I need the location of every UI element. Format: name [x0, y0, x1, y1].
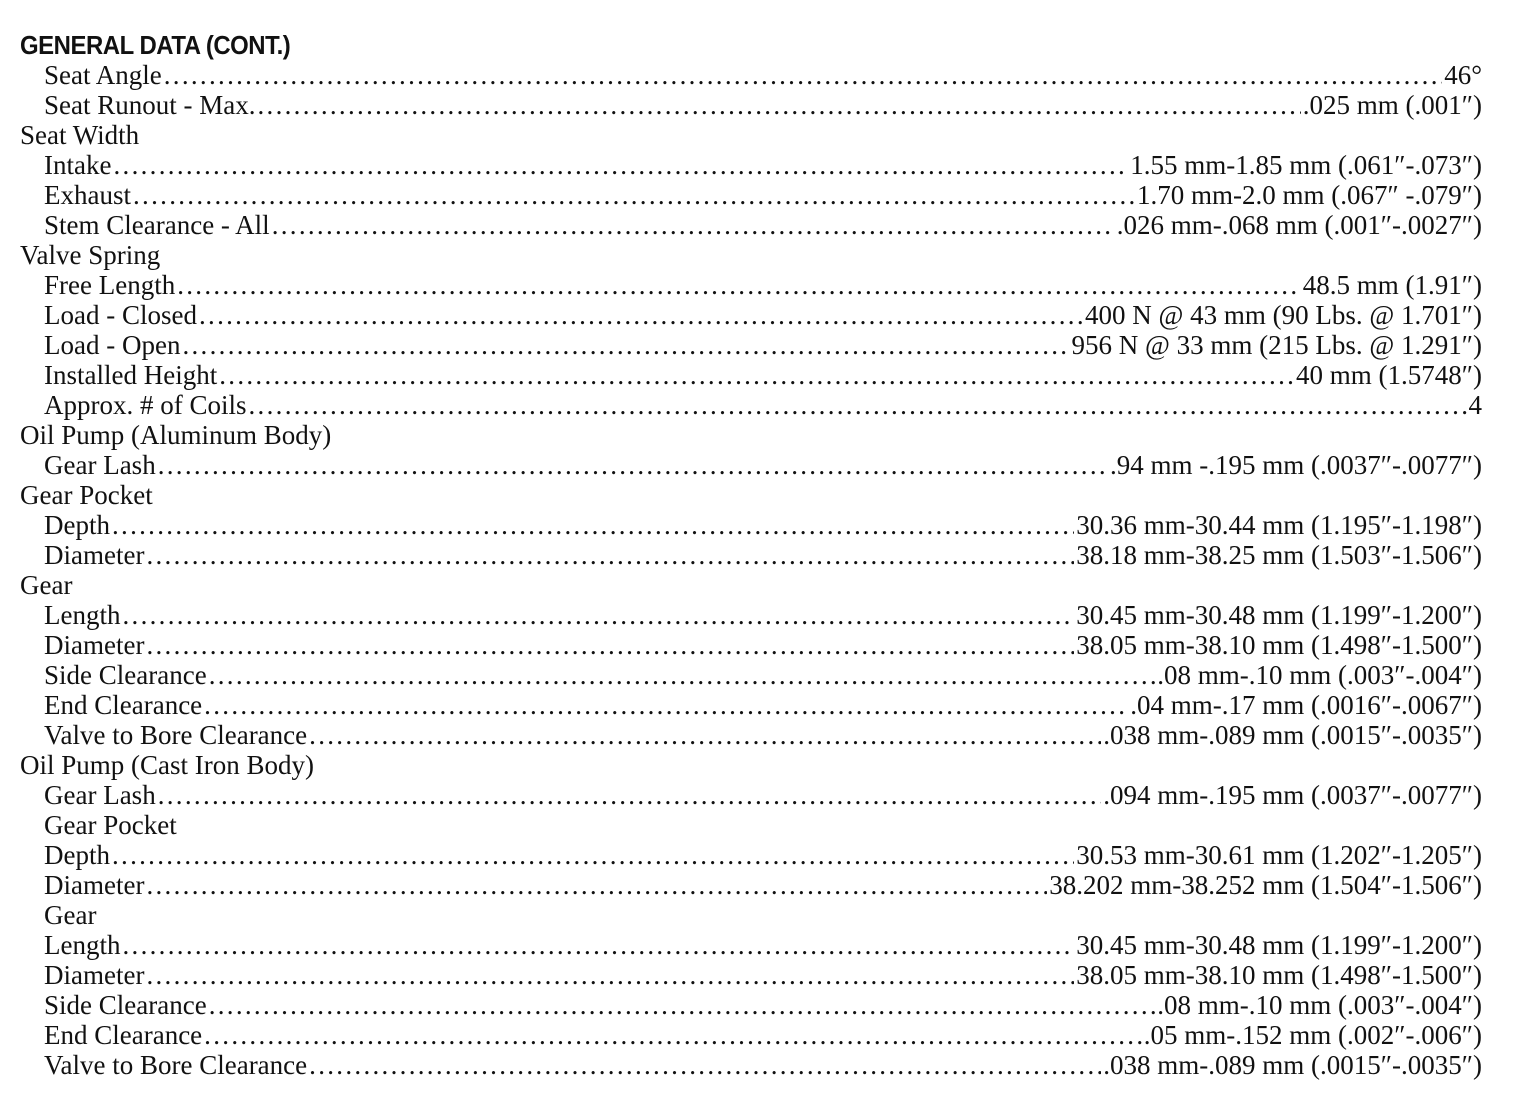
spec-value: .026 mm-.068 mm (.001″-.0027″) [1116, 210, 1482, 240]
dot-leader [122, 600, 1074, 630]
spec-row [20, 780, 1482, 810]
spec-value: 30.45 mm-30.48 mm (1.199″-1.200″) [1076, 930, 1482, 960]
spec-row [20, 180, 1482, 210]
spec-label: Gear [44, 900, 97, 930]
spec-group-heading [20, 810, 1482, 840]
spec-label: End Clearance [44, 1020, 203, 1050]
spec-group-heading [20, 420, 1482, 450]
spec-value: .05 mm-.152 mm (.002″-.006″) [1143, 1020, 1482, 1050]
spec-value: 38.05 mm-38.10 mm (1.498″-1.500″) [1076, 960, 1482, 990]
spec-value: 30.36 mm-30.44 mm (1.195″-1.198″) [1076, 510, 1482, 540]
spec-group-heading [20, 480, 1482, 510]
dot-leader [257, 90, 1300, 120]
spec-row [20, 540, 1482, 570]
spec-label: Load - Closed [44, 300, 197, 330]
spec-value: .08 mm-.10 mm (.003″-.004″) [1157, 660, 1482, 690]
spec-group-heading [20, 120, 1482, 150]
spec-value: 38.202 mm-38.252 mm (1.504″-1.506″) [1049, 870, 1482, 900]
spec-label: Diameter [44, 630, 145, 660]
spec-value: 1.70 mm-2.0 mm (.067″ -.079″) [1137, 180, 1482, 210]
dot-leader [122, 930, 1074, 960]
spec-row [20, 600, 1482, 630]
spec-label: Gear Pocket [44, 810, 177, 840]
spec-label: Stem Clearance - All [44, 210, 270, 240]
spec-label: Gear [20, 570, 73, 600]
spec-label: Gear Lash [44, 450, 156, 480]
spec-row [20, 690, 1482, 720]
dot-leader [209, 990, 1156, 1020]
spec-row [20, 510, 1482, 540]
spec-value: .038 mm-.089 mm (.0015″-.0035″) [1103, 720, 1482, 750]
section-heading: GENERAL DATA (CONT.) [20, 30, 291, 60]
spec-label: Depth [44, 510, 110, 540]
spec-row [20, 150, 1482, 180]
dot-leader [182, 330, 1069, 360]
dot-leader [164, 60, 1442, 90]
spec-row [20, 660, 1482, 690]
spec-group-heading [20, 900, 1482, 930]
dot-leader [209, 660, 1156, 690]
spec-group-heading [20, 750, 1482, 780]
spec-row [20, 1050, 1482, 1080]
spec-row [20, 960, 1482, 990]
spec-label: Valve Spring [20, 240, 161, 270]
spec-label: Seat Width [20, 120, 140, 150]
spec-value: .025 mm (.001″) [1302, 90, 1482, 120]
dot-leader [146, 540, 1074, 570]
spec-row [20, 60, 1482, 90]
spec-value: 46° [1444, 60, 1482, 90]
spec-row [20, 450, 1482, 480]
spec-group-heading [20, 240, 1482, 270]
spec-label: Free Length [44, 270, 176, 300]
spec-label: Seat Angle [44, 60, 162, 90]
spec-row [20, 90, 1482, 120]
dot-leader [177, 270, 1301, 300]
spec-value: 30.53 mm-30.61 mm (1.202″-1.205″) [1076, 840, 1482, 870]
spec-row [20, 840, 1482, 870]
spec-label: Side Clearance [44, 990, 207, 1020]
spec-value: 956 N @ 33 mm (215 Lbs. @ 1.291″) [1071, 330, 1482, 360]
spec-label: End Clearance [44, 690, 203, 720]
dot-leader [309, 720, 1101, 750]
spec-row [20, 870, 1482, 900]
spec-row [20, 210, 1482, 240]
spec-label: Installed Height [44, 360, 218, 390]
spec-value: 30.45 mm-30.48 mm (1.199″-1.200″) [1076, 600, 1482, 630]
dot-leader [309, 1050, 1101, 1080]
spec-label: Approx. # of Coils [44, 390, 247, 420]
spec-label: Length [44, 930, 121, 960]
spec-value: 48.5 mm (1.91″) [1302, 270, 1482, 300]
spec-row [20, 360, 1482, 390]
dot-leader [204, 690, 1128, 720]
spec-list [20, 60, 1482, 1080]
spec-label: Diameter [44, 540, 145, 570]
spec-value: .038 mm-.089 mm (.0015″-.0035″) [1103, 1050, 1482, 1080]
spec-label: Length [44, 600, 121, 630]
dot-leader [146, 870, 1047, 900]
spec-row [20, 330, 1482, 360]
dot-leader [146, 630, 1074, 660]
spec-label: Oil Pump (Cast Iron Body) [20, 750, 314, 780]
spec-label: Depth [44, 840, 110, 870]
spec-row [20, 300, 1482, 330]
spec-label: Gear Pocket [20, 480, 153, 510]
dot-leader [199, 300, 1083, 330]
spec-row [20, 630, 1482, 660]
spec-label: Valve to Bore Clearance [44, 1050, 308, 1080]
spec-label: Load - Open [44, 330, 181, 360]
dot-leader [146, 960, 1074, 990]
spec-label: Diameter [44, 960, 145, 990]
spec-row [20, 990, 1482, 1020]
spec-row [20, 930, 1482, 960]
dot-leader [249, 390, 1467, 420]
dot-leader [272, 210, 1115, 240]
dot-leader [113, 150, 1128, 180]
dot-leader [158, 780, 1102, 810]
spec-value: 1.55 mm-1.85 mm (.061″-.073″) [1130, 150, 1482, 180]
dot-leader [219, 360, 1294, 390]
spec-value: .94 mm -.195 mm (.0037″-.0077″) [1110, 450, 1482, 480]
spec-group-heading [20, 570, 1482, 600]
spec-label: Gear Lash [44, 780, 156, 810]
dot-leader [133, 180, 1135, 210]
spec-value: 400 N @ 43 mm (90 Lbs. @ 1.701″) [1085, 300, 1482, 330]
spec-value: .04 mm-.17 mm (.0016″-.0067″) [1130, 690, 1482, 720]
spec-value: 38.18 mm-38.25 mm (1.503″-1.506″) [1076, 540, 1482, 570]
spec-label: Side Clearance [44, 660, 207, 690]
spec-row [20, 720, 1482, 750]
spec-label: Diameter [44, 870, 145, 900]
spec-label: Seat Runout - Max. [44, 90, 256, 120]
spec-label: Oil Pump (Aluminum Body) [20, 420, 332, 450]
spec-row [20, 1020, 1482, 1050]
dot-leader [204, 1020, 1142, 1050]
spec-label: Valve to Bore Clearance [44, 720, 308, 750]
dot-leader [112, 840, 1074, 870]
dot-leader [158, 450, 1108, 480]
spec-value: 40 mm (1.5748″) [1296, 360, 1482, 390]
spec-row [20, 390, 1482, 420]
spec-value: .094 mm-.195 mm (.0037″-.0077″) [1103, 780, 1482, 810]
spec-label: Intake [44, 150, 112, 180]
spec-value: 38.05 mm-38.10 mm (1.498″-1.500″) [1076, 630, 1482, 660]
spec-value: .08 mm-.10 mm (.003″-.004″) [1157, 990, 1482, 1020]
spec-label: Exhaust [44, 180, 131, 210]
dot-leader [112, 510, 1074, 540]
spec-row [20, 270, 1482, 300]
spec-value: 4 [1468, 390, 1482, 420]
